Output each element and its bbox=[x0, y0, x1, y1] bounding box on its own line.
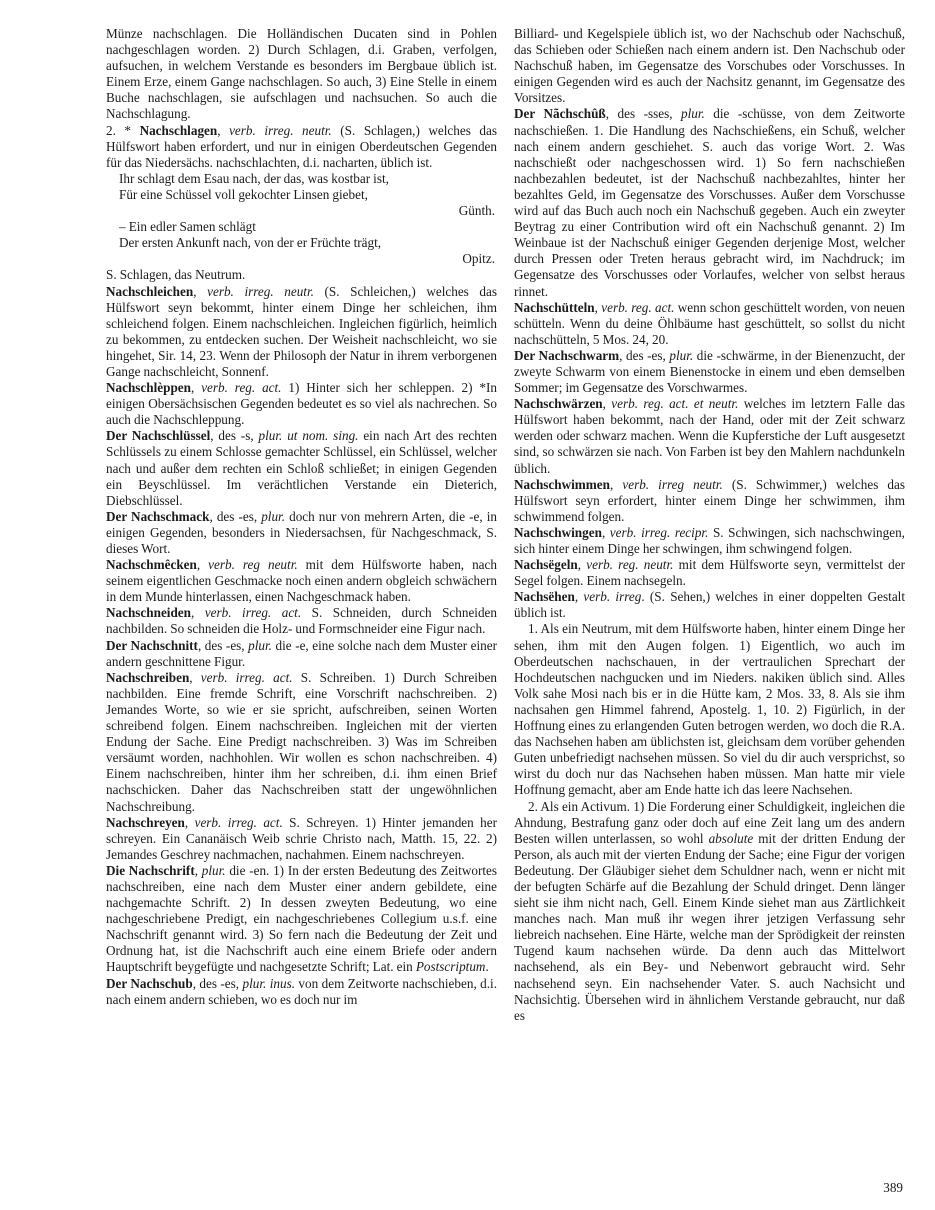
body-text: – Ein edler Samen schlägt bbox=[119, 219, 256, 235]
headword: Nachschlèppen bbox=[106, 380, 191, 396]
body-text: , bbox=[574, 589, 584, 605]
entry-nachschwaerzen bbox=[514, 396, 905, 476]
entry-nachschleichen bbox=[106, 284, 497, 381]
entry-nachschlagen-2 bbox=[106, 123, 497, 171]
entry-nachschmecken bbox=[106, 557, 497, 605]
body-text: Der ersten Ankunft nach, von der er Früchte trägt, bbox=[119, 235, 382, 251]
body-text: . bbox=[485, 959, 489, 975]
grammar-label: plur. bbox=[201, 862, 226, 878]
verse-attribution bbox=[119, 251, 497, 267]
headword: Nachschreiben bbox=[106, 669, 190, 685]
body-text: Opitz. bbox=[462, 251, 495, 267]
grammar-label: verb. irreg. neutr. bbox=[207, 283, 314, 299]
body-text: (S. Schlagen,) welches das Hülfswort haben erfordert, und nur in einigen Oberdeutschen Gegenden für das Niedersächs. nachschlachten, d.i. nacharten, üblich ist. bbox=[106, 122, 497, 170]
body-text: , bbox=[191, 380, 202, 396]
verse-line bbox=[119, 171, 497, 187]
verse-attribution bbox=[119, 203, 497, 219]
text-columns bbox=[106, 26, 905, 1024]
body-text: die -e, eine solche nach dem Muster einer andern geschnittene Figur. bbox=[106, 637, 497, 669]
body-text: die -en. 1) In der ersten Bedeutung des Zeitwortes nachschreiben, eine nach dem Muster einer andern gebildete, eine nachgemachte Schrift. 2) In dessen zweyten Bedeutung, wo eine nachgeschriebene Predigt, ein nachgeschriebenes Collegium u.s.f. eine Nachschrift genannt wird. 3) So fern nach die Bedeutung der Zeit und Ordnung hat, ist die Nachschrift auch eine einem Briefe oder andern Hauptschrift beygefügte und nachgesetzte Schrift; Lat. ein bbox=[106, 862, 497, 975]
entry-nachschuetteln bbox=[514, 300, 905, 348]
grammar-label: verb. reg. act. et neutr. bbox=[611, 396, 739, 412]
headword: Nachschwärzen bbox=[514, 396, 603, 412]
verse-block-guenther-opitz bbox=[119, 171, 497, 268]
headword: Der Nachschlüssel bbox=[106, 428, 211, 444]
body-text: S. Schlagen, das Neutrum. bbox=[106, 267, 246, 283]
body-text: S. Schneiden, durch Schneiden nachbilden. So schneiden die Holz- und Formschneider eine Figur nach. bbox=[106, 605, 497, 637]
entry-nachschneiden bbox=[106, 605, 497, 637]
grammar-label: plur. bbox=[248, 637, 272, 653]
body-text: von dem Zeitworte nachschieben, d.i. nach einem andern schieben, wo es doch nur im bbox=[106, 975, 497, 1007]
entry-nachsehen bbox=[514, 589, 905, 621]
entry-nachsehen-sense-1 bbox=[514, 621, 905, 798]
body-text: Ihr schlagt dem Esau nach, der das, was kostbar ist, bbox=[119, 170, 389, 186]
grammar-label: absolute bbox=[708, 830, 754, 846]
grammar-label: verb. irreg. act. bbox=[194, 814, 283, 830]
grammar-label: Postscriptum bbox=[415, 959, 486, 975]
headword: Nachsëgeln bbox=[514, 557, 578, 573]
body-text: ein nach Art des rechten Schlüssels zu einem Schlosse gemachter Schlüssel, ein Schlüssel, welcher nach und außer dem rechten ein Schloß schließet; in einigen Gegenden ein Beyschlüssel. Im verächtlichen Verstande ein Dieterich, Diebschlüssel. bbox=[106, 428, 497, 508]
body-text: , bbox=[594, 299, 602, 315]
entry-nachschleppen bbox=[106, 380, 497, 428]
grammar-label: verb. reg. act. bbox=[201, 380, 282, 396]
body-text: , bbox=[601, 524, 610, 540]
headword: Nachschlagen bbox=[139, 122, 218, 138]
body-text: , bbox=[189, 669, 201, 685]
headword: Nachsëhen bbox=[514, 589, 575, 605]
body-text: , des -sses, bbox=[605, 106, 681, 122]
page-number: 389 bbox=[883, 1180, 903, 1195]
grammar-label: verb. irreg. act. bbox=[200, 669, 293, 685]
grammar-label: plur. ut nom. sing. bbox=[258, 428, 359, 444]
body-text: , des -es, bbox=[619, 347, 670, 363]
body-text: S. Schreyen. 1) Hinter jemanden her schreyen. Ein Cananäisch Weib schrie Christo nach, Matth. 15, 22. 2) Jemandes Geschrey nachmachen, nachahmen. Einem nachschreyen. bbox=[106, 814, 497, 862]
body-text: , des -s, bbox=[210, 428, 259, 444]
right-column bbox=[514, 26, 905, 1024]
body-text: (S. Schleichen,) welches das Hülfswort seyn bekommt, hinter einem Dinge her schleichen, ihm schleichend folgen. Einem nachschleichen. Ingleichen figürlich, heimlich zu bekommen, zu entdecken suchen. Der Weisheit nachschleicht, wo sie hingehet, Sir. 14, 23. Wenn der Philosoph der Natur in ihrem verborgenen Gange nachschleicht, Sonnenf. bbox=[106, 283, 497, 379]
body-text: , des -es, bbox=[197, 637, 249, 653]
entry-nachschwarm bbox=[514, 348, 905, 396]
grammar-label: verb. irreg. recipr. bbox=[609, 524, 709, 540]
body-text: , bbox=[196, 557, 209, 573]
entry-nachschnitt bbox=[106, 638, 497, 670]
body-text: welches im letztern Falle das Hülfswort haben bekommt, nach der Hand, oder mit der Zeit schwarz werden oder schwarz machen. Wenn die Kupferstiche der Luft ausgesetzt sind, so schwärzen sie nach. Von Farben ist bey den Mahlern nachdunkeln üblich. bbox=[514, 396, 905, 476]
body-text: , bbox=[609, 476, 623, 492]
entry-nachsegeln bbox=[514, 557, 905, 589]
grammar-label: verb. irreg. neutr. bbox=[229, 122, 332, 138]
body-text: mit der dritten Endung der Person, als auch mit der vierten Endung der Sache; eine Figur der vorigen Bedeutung. Der Gläubiger siehet dem Schuldner nach, wenn er nicht mit der befugten Schärfe auf die Bezahlung der Schuld dringet. Denn länger sieht sie ihm nicht nach, Gell. Einem Kinde siehet man aus Zärtlichkeit manches nach. Man muß ihr wegen ihrer jetzigen Verfassung sehr liebreich nachsehen. Eine Härte, welche man der Sprödigkeit der reinsten Tugend kaum nachsehen würde. Da denn auch das Mittelwort nachsehend, als ein Bey- und Nebenwort gebraucht wird. Sehr nachsehend seyn. Ein nachsehender Vater. S. auch Nachsicht und Nachsichtig. Übersehen wird in ähnlichem Verstande gebraucht, nur daß es bbox=[514, 830, 905, 1023]
body-text: , bbox=[191, 605, 205, 621]
entry-nachschub bbox=[106, 976, 497, 1008]
headword: Die Nachschrift bbox=[106, 862, 195, 878]
entry-nachschmack bbox=[106, 509, 497, 557]
grammar-label: verb. reg neutr. bbox=[208, 557, 298, 573]
body-text: S. Schwingen, sich nachschwingen, sich hinter einem Dinge her schwingen, ihm schwingend folgen. bbox=[514, 524, 905, 556]
verse-line bbox=[119, 235, 497, 251]
verse-line bbox=[119, 219, 497, 235]
grammar-label: plur. bbox=[681, 106, 705, 122]
headword: Der Nachschwarm bbox=[514, 347, 620, 363]
grammar-label: verb. irreg bbox=[583, 589, 642, 605]
entry-nachschrift bbox=[106, 863, 497, 976]
body-text: doch nur von mehrern Arten, die -e, in einigen Gegenden, besonders in Niedersachsen, für Nachgeschmack, S. dieses Wort. bbox=[106, 508, 497, 556]
grammar-label: plur. inus. bbox=[242, 975, 296, 991]
continuation-nachschub bbox=[514, 26, 905, 106]
body-text: die -schwärme, in der Bienenzucht, der zweyte Schwarm von einem Bienenstocke in einem und eben demselben Sommer; im Gegensatze des Vorschwarmes. bbox=[514, 347, 906, 396]
body-text: Günth. bbox=[458, 203, 495, 219]
headword: Nachschleichen bbox=[106, 283, 194, 299]
body-text: Für eine Schüssel voll gekochter Linsen giebet, bbox=[119, 186, 368, 202]
entry-nachschlagen-2-closing bbox=[106, 267, 497, 283]
grammar-label: plur. bbox=[261, 508, 286, 524]
body-text: 1. Als ein Neutrum, mit dem Hülfsworte haben, hinter einem Dinge her sehen, ihm mit den Augen folgen. 1) Eigentlich, wo auch im Oberdeutschen nachschauen, in der vertraulichen Sprechart der Hochdeutschen nachgucken und im Nieders. nakiken üblich sind. Alles Volk sahe Mosi nach bis er in die Hütte kam, 2 Mos. 33, 8. Als sie ihm nachsahen gen Himmel fahrend, Apostelg. 1, 10. 2) Figürlich, in der Hoffnung eines zu erlangenden Guten betrogen werden, wo doch die R.A. das Nachsehen haben am üblichsten ist, gleichsam dem vorüber gehenden Guten unbefriedigt nachsehen müssen. So viel du dir auch versprichst, so wirst du doch nur das Nachsehen haben müssen. Man hatte mir viele Hoffnung gemacht, aber am Ende hatte ich das leere Nachsehen. bbox=[514, 621, 905, 798]
headword: Der Nachschmack bbox=[106, 508, 210, 524]
entry-nachsehen-sense-2 bbox=[514, 799, 905, 1024]
body-text: 1) Hinter sich her schleppen. 2) *In einigen Obersächsischen Gegenden bedeutet es so viel als nachrechen. So auch die Nachschleppung. bbox=[106, 380, 498, 428]
body-text: S. Schreiben. 1) Durch Schreiben nachbilden. Eine fremde Schrift, eine Vorschrift nachschreiben. 2) Jemandes Worte, so wie er sie spricht, aufschreiben, seinen Worten schreibend folgen. Einem nachschreiben. Ingleichen mit der vierten Endung der Sache. Eine Predigt nachschreiben. 3) Was im Schreiben versäumt worden, nachhohlen. Wir wollen es schon nachschreiben. 4) Einem nachschreiben, hinter ihm her schreiben, d.i. ihm einen Brief nachschicken. Daher das Nachschreiben statt der ungewöhnlichen Nachschreibung. bbox=[106, 669, 497, 814]
grammar-label: verb. reg. neutr. bbox=[586, 557, 674, 573]
grammar-label: verb. reg. act. bbox=[601, 299, 675, 315]
body-text: (S. Schwimmer,) welches das Hülfswort seyn erfordert, hinter einem Dinge her schwimmen, ihm schwimmend folgen. bbox=[514, 476, 905, 524]
body-text: Billiard- und Kegelspiele üblich ist, wo der Nachschub oder Nachschuß, das Schieben oder Schießen nach einem andern ist. Den Nachschub oder Nachschuß haben, im Gegensatze des Vorschubes oder Vorschusses. In einigen Gegenden wird es auch der Nachsitz genannt, im Gegensatze des Vorsitzes. bbox=[514, 26, 905, 106]
grammar-label: plur. bbox=[669, 347, 694, 363]
entry-nachschuss bbox=[514, 106, 905, 299]
left-column bbox=[106, 26, 497, 1024]
continuation-nachschlagen-1 bbox=[106, 26, 497, 123]
body-text: , bbox=[602, 396, 612, 412]
body-text: Münze nachschlagen. Die Holländischen Ducaten sind in Pohlen nachgeschlagen worden. 2) Durch Schlagen, d.i. Graben, verfolgen, aufsuchen, in welchem Verstande es besonders im Bergbaue üblich ist. Einem Erze, einem Gange nachschlagen. So auch, 3) Eine Stelle in einem Buche nachschlagen, sie aufschlagen und nachsuchen. So auch die Nachschlagung. bbox=[106, 26, 497, 122]
entry-nachschwimmen bbox=[514, 477, 905, 525]
headword: Nachschwimmen bbox=[514, 476, 610, 492]
body-text: , bbox=[194, 862, 202, 878]
grammar-label: verb. irreg. act. bbox=[204, 605, 302, 621]
headword: Der Nachschnitt bbox=[106, 637, 198, 653]
entry-nachschreyen bbox=[106, 815, 497, 863]
body-text: mit dem Hülfsworte seyn, vermittelst der Segel folgen. Einem nachsegeln. bbox=[514, 557, 905, 589]
verse-line bbox=[119, 187, 497, 203]
headword: Der Nãchschûß bbox=[514, 106, 606, 122]
headword: Nachschwingen bbox=[514, 524, 602, 540]
body-text: , bbox=[217, 122, 230, 138]
headword: Der Nachschub bbox=[106, 975, 193, 991]
body-text: 2. * bbox=[106, 122, 140, 138]
body-text: , des -es, bbox=[209, 508, 262, 524]
entry-nachschluessel bbox=[106, 428, 497, 508]
body-text: 2. Als ein Activum. 1) Die Forderung einer Schuldigkeit, ingleichen die Ahndung, Bestrafung ganz oder doch auf eine Zeit lang um des andern Besten willen unterlassen, so wohl bbox=[514, 798, 905, 846]
body-text: , bbox=[184, 814, 195, 830]
body-text: , bbox=[577, 557, 587, 573]
body-text: wenn schon geschüttelt worden, von neuen schütteln. Wenn du deine Öhlbäume hast geschüttelt, so sollst du nicht nachschütteln, 5 Mos. 24, 20. bbox=[514, 299, 905, 347]
body-text: , bbox=[193, 283, 208, 299]
headword: Nachschmêcken bbox=[106, 557, 197, 573]
grammar-label: verb. irreg neutr. bbox=[622, 476, 723, 492]
headword: Nachschütteln bbox=[514, 299, 595, 315]
headword: Nachschneiden bbox=[106, 605, 191, 621]
headword: Nachschreyen bbox=[106, 814, 185, 830]
entry-nachschreiben bbox=[106, 670, 497, 815]
body-text: . (S. Sehen,) welches in einer doppelten Gestalt üblich ist. bbox=[514, 589, 905, 621]
body-text: , des -es, bbox=[192, 975, 243, 991]
entry-nachschwingen bbox=[514, 525, 905, 557]
body-text: mit dem Hülfsworte haben, nach seinem eigentlichen Geschmacke noch einen andern obgleich schwächern in dem Munde hinterlassen, einen Nachgeschmack haben. bbox=[106, 557, 497, 605]
body-text: die -schüsse, von dem Zeitworte nachschießen. 1. Die Handlung des Nachschießens, ein Schuß, welcher nach einem andern geschiehet. S. auch das vorige Wort. 2. Was nachschießt oder nachgeschossen wird. 1) So fern nachschießen nachbezahlen bedeutet, ist der Nachschuß nachbezahltes, hinter her bezahltes Geld, im Gegensatze des Vorschusses. Außer dem Vorschusse wird auf das Buch auch noch ein Nachschuß gegeben. Auch ein zweyter Beytrag zu einer Contribution wird oft ein Nachschuß genannt. 2) Im Weinbaue ist der Nachschuß einiger Gegenden derjenige Most, welcher durch Pressen oder Treten heraus gebracht wird, im Nachdruck; im Gegensatze des Vorschusses oder Vorlaufes, welcher von selbst heraus rinnet. bbox=[514, 106, 906, 299]
